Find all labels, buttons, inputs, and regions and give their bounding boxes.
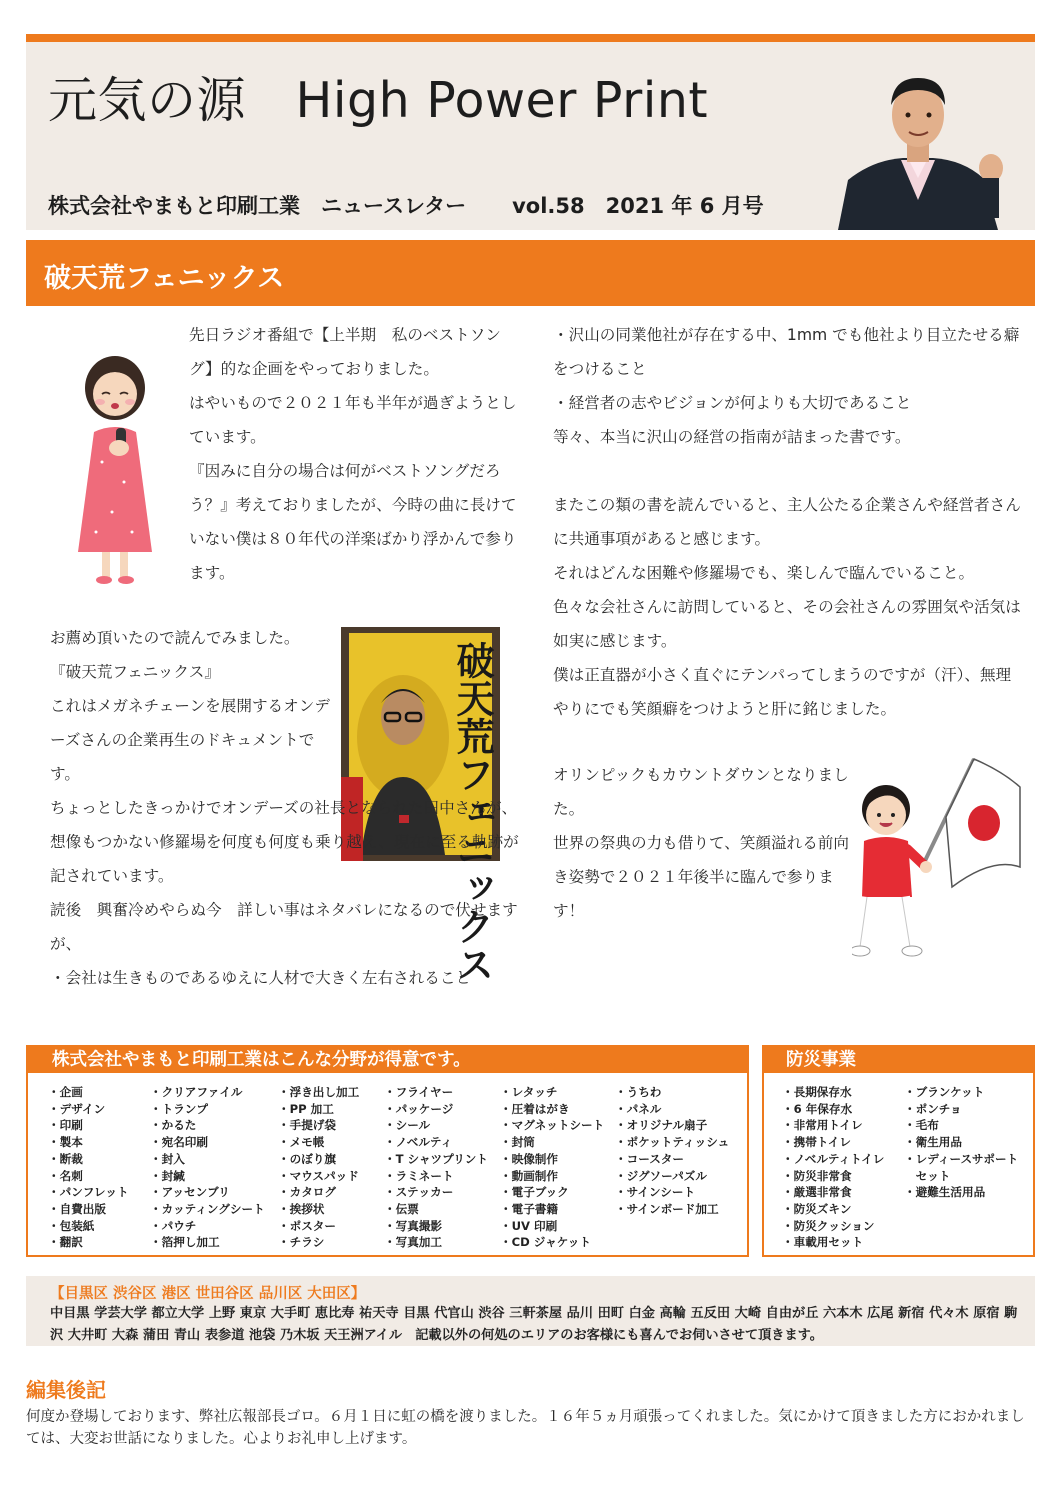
disaster-item: ・ノベルティトイレ	[782, 1151, 885, 1166]
service-item: ・製本	[48, 1135, 83, 1150]
services-col-3	[278, 1084, 359, 1251]
services-col-2	[150, 1084, 265, 1251]
services-col-1	[48, 1084, 129, 1251]
service-item: ・挨拶状	[278, 1201, 325, 1216]
service-item: ・写真加工	[384, 1235, 442, 1250]
service-item: ・オリジナル扇子	[615, 1118, 708, 1133]
service-item: ・シール	[384, 1118, 431, 1133]
service-item: ・CD ジャケット	[500, 1235, 591, 1250]
article-book-section	[50, 621, 520, 995]
disaster-item: ・防災ズキン	[782, 1201, 852, 1216]
service-item: ・箔押し加工	[150, 1235, 220, 1250]
disaster-item: ・レディースサポート	[904, 1151, 1019, 1166]
service-item: ・映像制作	[500, 1151, 558, 1166]
service-item: ・パネル	[615, 1101, 662, 1116]
service-item: ・UV 印刷	[500, 1218, 558, 1233]
newsletter-title: 元気の源 High Power Print	[48, 72, 709, 129]
disaster-item: ・防災クッション	[782, 1218, 875, 1233]
intro-line: はやいもので２０２１年も半年が過ぎようとしています。	[189, 394, 517, 446]
col2-line: ・経営者の志やビジョンが何よりも大切であること	[553, 394, 912, 412]
service-item: ・手提げ袋	[278, 1118, 336, 1133]
service-item: ・封入	[150, 1151, 185, 1166]
service-item: ・断裁	[48, 1151, 83, 1166]
service-item: ・サインシート	[615, 1185, 696, 1200]
service-item: ・包装紙	[48, 1218, 95, 1233]
disaster-item: ・非常用トイレ	[782, 1118, 863, 1133]
disaster-title: 防災事業	[786, 1050, 856, 1070]
services-col-6	[615, 1084, 729, 1218]
service-item: ・メモ帳	[278, 1135, 325, 1150]
book-line: お薦め頂いたので読んでみました。	[50, 629, 300, 647]
article-title: 破天荒フェニックス	[44, 263, 285, 294]
service-item: ・パウチ	[150, 1218, 197, 1233]
book-cover-title: 破天荒フェニックス	[450, 641, 494, 983]
service-item: ・印刷	[48, 1118, 83, 1133]
service-item: ・ポケットティッシュ	[615, 1135, 730, 1150]
service-item: ・デザイン	[48, 1101, 106, 1116]
service-item: ・カタログ	[278, 1185, 336, 1200]
service-item: ・アッセンブリ	[150, 1185, 230, 1200]
service-item: ・電子ブック	[500, 1185, 569, 1200]
book-line: 読後 興奮冷めやらぬ今 詳しい事はネタバレになるので伏せますが、	[50, 901, 518, 953]
book-line: ちょっとしたきっかけでオンデーズの社長となられた田中さんが、想像もつかない修羅場を何度も何度も乗り越え、現在に至る軌跡が記されています。	[50, 799, 519, 885]
disaster-col-1	[782, 1084, 884, 1251]
service-item: ・封筒	[500, 1135, 535, 1150]
service-item: ・トランプ	[150, 1101, 208, 1116]
col2b-line: それはどんな困難や修羅場でも、楽しんで臨んでいること。	[553, 564, 975, 582]
service-item: ・マウスパッド	[278, 1168, 359, 1183]
service-item: ・パッケージ	[384, 1101, 454, 1116]
col2b-line: またこの類の書を読んでいると、主人公たる企業さんや経営者さんに共通事項があると感じます。	[553, 496, 1021, 548]
disaster-item: ・ポンチョ	[904, 1101, 962, 1116]
service-item: ・PP 加工	[278, 1101, 334, 1116]
disaster-item: ・毛布	[904, 1118, 939, 1133]
disaster-col-2	[904, 1084, 1018, 1201]
service-item: ・フライヤー	[384, 1085, 454, 1099]
disaster-item: ・避難生活用品	[904, 1185, 986, 1200]
service-item: ・のぼり旗	[278, 1151, 336, 1166]
article-column-2	[553, 318, 1023, 726]
service-item: ・翻訳	[48, 1235, 83, 1250]
service-item: ・レタッチ	[500, 1085, 558, 1099]
service-item: ・コースター	[615, 1151, 684, 1166]
singer-illustration	[72, 352, 158, 584]
book-line: 『破天荒フェニックス』	[50, 663, 220, 681]
service-item: ・T シャツプリント	[384, 1151, 488, 1166]
service-item: ・浮き出し加工	[278, 1085, 360, 1099]
service-item: ・企画	[48, 1085, 83, 1099]
service-item: ・チラシ	[278, 1235, 325, 1250]
service-item: ・ポスター	[278, 1218, 336, 1233]
service-item: ・うちわ	[615, 1085, 662, 1099]
service-item: ・カッティングシート	[150, 1201, 265, 1216]
postscript-title: 編集後記	[26, 1378, 106, 1402]
book-line: これはメガネチェーンを展開するオンデーズさんの企業再生のドキュメントです。	[50, 697, 330, 783]
intro-line: 『因みに自分の場合は何がベストソングだろう？』考えておりましたが、今時の曲に長けていない僕は８０年代の洋楽ばかり浮かんで参ります。	[189, 462, 517, 582]
company-line: 株式会社やまもと印刷工業 ニュースレター	[48, 194, 467, 218]
service-item: ・パンフレット	[48, 1185, 129, 1200]
header-top-bar	[26, 34, 1035, 42]
article-intro	[189, 318, 519, 590]
issue-label: vol.58 2021 年 6 月号	[512, 194, 764, 218]
service-item: ・ラミネート	[384, 1168, 454, 1183]
service-item: ・ジグソーパズル	[615, 1168, 707, 1183]
service-area-title: 【目黒区 渋谷区 港区 世田谷区 品川区 大田区】	[50, 1286, 366, 1302]
service-item: ・クリアファイル	[150, 1085, 243, 1099]
service-item: ・サインボード加工	[615, 1201, 719, 1216]
col2-line: ・沢山の同業他社が存在する中、1mm でも他社より目立たせる癖をつけること	[553, 326, 1020, 378]
disaster-item: ・車載用セット	[782, 1235, 864, 1250]
service-item: ・ステッカー	[384, 1185, 454, 1200]
service-item: ・かるた	[150, 1118, 197, 1133]
disaster-item: ・6 年保存水	[782, 1101, 853, 1116]
disaster-item: ・携帯トイレ	[782, 1135, 851, 1150]
disaster-item: ・厳選非常食	[782, 1185, 852, 1200]
service-item: ・写真撮影	[384, 1218, 442, 1233]
service-item: ・電子書籍	[500, 1201, 558, 1216]
col2b-line: 僕は正直器が小さく直ぐにテンパってしまうのですが（汗）、無理やりにでも笑顔癖をつけようと肝に銘じました。	[553, 666, 1012, 718]
service-item: ・宛名印刷	[150, 1135, 208, 1150]
service-item: ・動画制作	[500, 1168, 558, 1183]
service-area-text: 中目黒 学芸大学 都立大学 上野 東京 大手町 恵比寿 祐天寺 目黒 代官山 渋谷 三軒茶屋 品川 田町 白金 高輪 五反田 大崎 自由が丘 六本木 広尾 新宿 代々木 原宿 駒沢 大井町 大森 蒲田 青山 表参道 池袋 乃木坂 天王洲アイル 記載以外の何処のエリアのお客様にも喜んでお伺いさせて頂きます。	[50, 1306, 1018, 1343]
service-item: ・ノベルティ	[384, 1135, 453, 1150]
newsletter-subtitle	[48, 190, 764, 220]
book-line: ・会社は生きものであるゆえに人材で大きく左右されること	[50, 969, 472, 987]
col2b-line: 色々な会社さんに訪問していると、その会社さんの雰囲気や活気は如実に感じます。	[553, 598, 1021, 650]
service-item: ・マグネットシート	[500, 1118, 605, 1133]
service-item: ・名刺	[48, 1168, 83, 1183]
postscript-text: 何度か登場しております、弊社広報部長ゴロ。６月１日に虹の橋を渡りました。１６年５ヵ月頑張ってくれました。気にかけて頂きました方におかれましては、大変お世話になりました。心よりお礼申し上げます。	[26, 1409, 1025, 1447]
article-olympic-section	[553, 758, 853, 928]
services-col-4	[384, 1084, 488, 1251]
president-photo	[833, 60, 1003, 230]
disaster-item: セット	[904, 1168, 951, 1183]
disaster-item: ・ブランケット	[904, 1085, 985, 1099]
service-item: ・伝票	[384, 1201, 419, 1216]
disaster-item: ・衛生用品	[904, 1135, 962, 1150]
olympic-line: オリンピックもカウントダウンとなりました。	[553, 766, 849, 818]
disaster-item: ・長期保存水	[782, 1085, 852, 1099]
disaster-item: ・防災非常食	[782, 1168, 852, 1183]
services-col-5	[500, 1084, 604, 1251]
flag-boy-illustration	[852, 757, 1022, 957]
col2-line: 等々、本当に沢山の経営の指南が詰まった書です。	[553, 428, 911, 446]
service-item: ・自費出版	[48, 1201, 106, 1216]
services-title: 株式会社やまもと印刷工業はこんな分野が得意です。	[52, 1050, 471, 1070]
service-item: ・封緘	[150, 1168, 185, 1183]
olympic-line: 世界の祭典の力も借りて、笑顔溢れる前向き姿勢で２０２１年後半に臨んで参ります！	[553, 834, 849, 920]
intro-line: 先日ラジオ番組で【上半期 私のベストソング】的な企画をやっておりました。	[189, 326, 501, 378]
service-item: ・圧着はがき	[500, 1101, 570, 1116]
